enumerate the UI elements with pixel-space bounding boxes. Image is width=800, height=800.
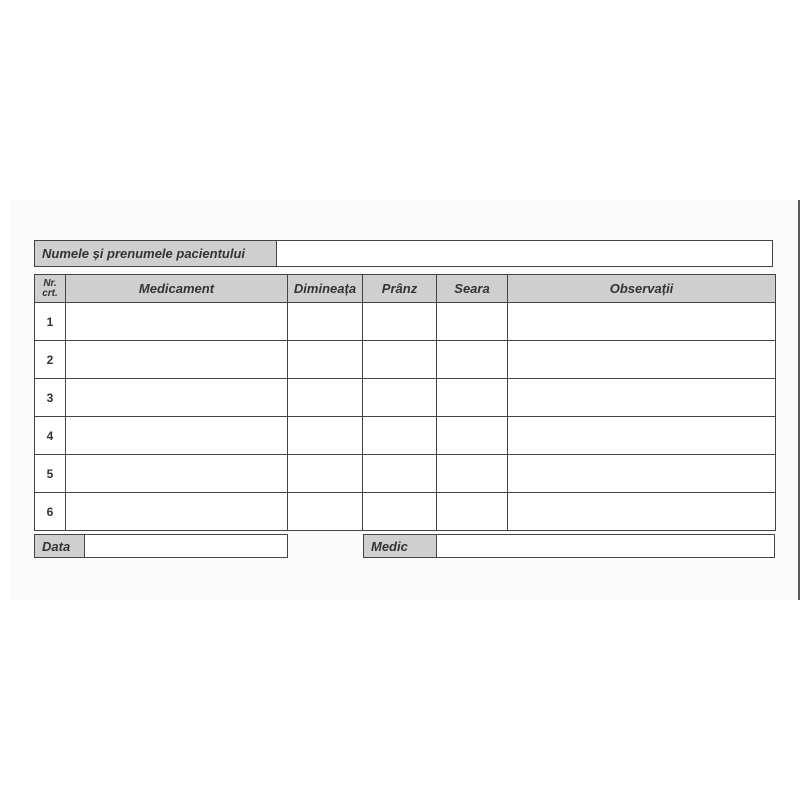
dimineata-cell[interactable] — [288, 379, 363, 417]
pranz-cell[interactable] — [363, 303, 437, 341]
date-field[interactable] — [85, 535, 287, 557]
pranz-cell[interactable] — [363, 455, 437, 493]
column-header-pranz: Prânz — [363, 275, 437, 303]
doctor-row — [363, 534, 775, 558]
row-number: 1 — [35, 303, 66, 341]
observatii-cell[interactable] — [508, 341, 776, 379]
dimineata-cell[interactable] — [288, 417, 363, 455]
row-number: 6 — [35, 493, 66, 531]
patient-name-field[interactable] — [277, 241, 772, 266]
seara-cell[interactable] — [437, 493, 508, 531]
row-number: 5 — [35, 455, 66, 493]
observatii-cell[interactable] — [508, 493, 776, 531]
column-header-seara: Seara — [437, 275, 508, 303]
date-label: Data — [35, 535, 85, 557]
column-header-dimineata: Dimineața — [288, 275, 363, 303]
column-header-medicament: Medicament — [66, 275, 288, 303]
medicament-cell[interactable] — [66, 341, 288, 379]
date-row — [34, 534, 288, 558]
medicament-cell[interactable] — [66, 417, 288, 455]
pranz-cell[interactable] — [363, 493, 437, 531]
doctor-field[interactable] — [437, 535, 774, 557]
seara-cell[interactable] — [437, 455, 508, 493]
medicament-cell[interactable] — [66, 379, 288, 417]
table-row — [35, 455, 776, 493]
table-row — [35, 341, 776, 379]
observatii-cell[interactable] — [508, 303, 776, 341]
pranz-cell[interactable] — [363, 379, 437, 417]
row-number: 4 — [35, 417, 66, 455]
seara-cell[interactable] — [437, 417, 508, 455]
observatii-cell[interactable] — [508, 379, 776, 417]
seara-cell[interactable] — [437, 303, 508, 341]
dimineata-cell[interactable] — [288, 455, 363, 493]
medicament-cell[interactable] — [66, 303, 288, 341]
medication-table — [34, 274, 776, 531]
column-header-nr-crt: Nr. crt. — [35, 275, 66, 303]
pranz-cell[interactable] — [363, 417, 437, 455]
dimineata-cell[interactable] — [288, 493, 363, 531]
row-number: 3 — [35, 379, 66, 417]
row-number: 2 — [35, 341, 66, 379]
observatii-cell[interactable] — [508, 417, 776, 455]
pranz-cell[interactable] — [363, 341, 437, 379]
patient-name-row — [34, 240, 773, 267]
dimineata-cell[interactable] — [288, 303, 363, 341]
medicament-cell[interactable] — [66, 493, 288, 531]
table-row — [35, 493, 776, 531]
doctor-label: Medic — [364, 535, 437, 557]
seara-cell[interactable] — [437, 379, 508, 417]
table-row — [35, 417, 776, 455]
column-header-observatii: Observații — [508, 275, 776, 303]
table-row — [35, 379, 776, 417]
observatii-cell[interactable] — [508, 455, 776, 493]
medicament-cell[interactable] — [66, 455, 288, 493]
patient-name-label: Numele și prenumele pacientului — [35, 241, 277, 266]
seara-cell[interactable] — [437, 341, 508, 379]
dimineata-cell[interactable] — [288, 341, 363, 379]
table-row — [35, 303, 776, 341]
table-header-row — [35, 275, 776, 303]
